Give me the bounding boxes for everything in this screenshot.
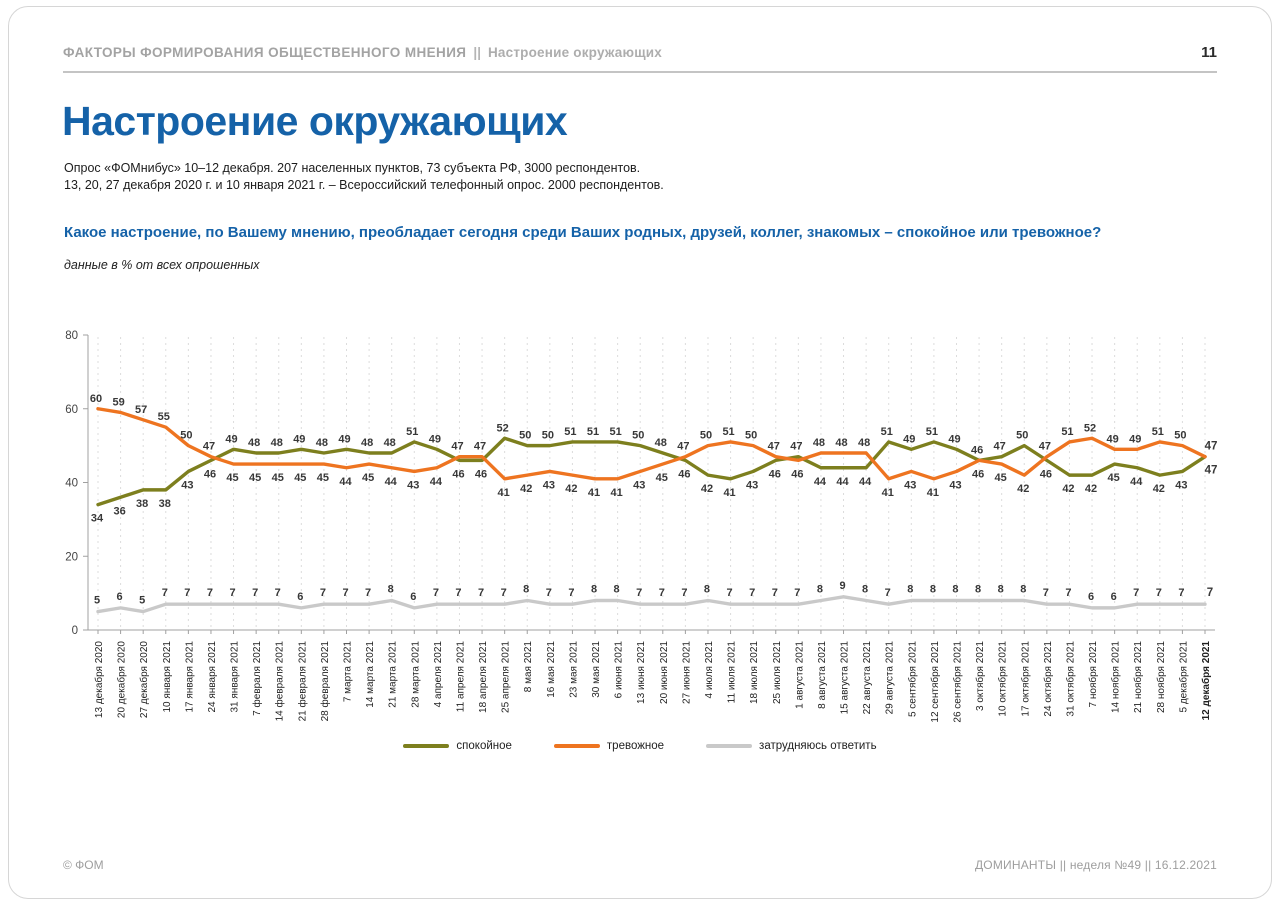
value-label: 51	[880, 425, 893, 438]
value-label: 48	[383, 437, 396, 449]
value-label: 50	[699, 429, 713, 442]
x-tick-label: 21 ноября 2021	[1133, 641, 1145, 714]
y-tick-label: 80	[65, 330, 78, 342]
value-label: 7	[161, 587, 168, 600]
value-label: 43	[633, 479, 646, 492]
x-tick-label: 14 ноября 2021	[1110, 641, 1122, 714]
x-tick-label: 7 ноября 2021	[1088, 641, 1100, 708]
legend-item-undecided	[706, 740, 877, 752]
header-section-title: ФАКТОРЫ ФОРМИРОВАНИЯ ОБЩЕСТВЕННОГО МНЕНИЯ	[63, 45, 467, 60]
value-label: 8	[975, 583, 982, 596]
value-label: 45	[655, 472, 668, 485]
x-tick-label: 23 мая 2021	[568, 641, 580, 698]
value-label: 5	[93, 594, 101, 607]
value-label: 41	[926, 486, 940, 499]
x-tick-label: 28 февраля 2021	[319, 641, 331, 722]
value-label: 50	[745, 429, 758, 442]
value-label: 50	[541, 429, 554, 442]
x-tick-label: 27 декабря 2020	[139, 641, 151, 719]
value-label: 51	[406, 425, 419, 438]
value-label: 48	[360, 437, 374, 449]
value-label: 7	[1206, 587, 1214, 600]
value-label: 49	[293, 433, 306, 446]
x-tick-label: 21 марта 2021	[387, 641, 399, 708]
value-label: 8	[613, 583, 620, 596]
header-separator: ||	[473, 45, 481, 60]
value-label: 44	[813, 475, 827, 488]
x-tick-label: 27 июня 2021	[681, 641, 693, 704]
value-label: 7	[274, 587, 281, 600]
x-tick-label: 5 декабря 2021	[1178, 641, 1190, 713]
header-chapter-title: Настроение окружающих	[487, 45, 662, 60]
value-label: 48	[315, 437, 329, 449]
value-label: 43	[181, 479, 194, 492]
legend-label: спокойное	[456, 740, 512, 752]
x-tick-label: 14 марта 2021	[365, 641, 377, 708]
value-label: 41	[587, 486, 601, 499]
value-label: 48	[835, 437, 848, 449]
value-label: 7	[184, 587, 191, 600]
value-label: 50	[632, 429, 645, 442]
x-tick-label: 17 января 2021	[184, 641, 196, 713]
value-label: 34	[90, 512, 104, 525]
value-label: 47	[1038, 440, 1051, 453]
x-tick-label: 7 марта 2021	[342, 641, 354, 703]
value-label: 7	[568, 587, 575, 600]
y-tick-label: 60	[65, 403, 78, 416]
survey-source-line: 13, 20, 27 декабря 2020 г. и 10 января 2021 г. – Всероссийский телефонный опрос. 2000 респондентов.	[64, 178, 664, 192]
x-tick-label: 31 января 2021	[229, 641, 241, 713]
x-tick-label: 24 октября 2021	[1042, 641, 1054, 717]
value-label: 49	[948, 433, 961, 446]
value-label: 44	[1130, 475, 1143, 488]
value-label: 8	[952, 583, 959, 596]
value-label: 7	[884, 587, 891, 600]
value-label: 6	[1087, 590, 1095, 603]
value-label: 8	[907, 583, 914, 596]
x-tick-label: 12 декабря 2021	[1201, 641, 1212, 721]
value-label: 8	[816, 583, 824, 596]
value-label: 38	[158, 497, 171, 510]
edition-info: ДОМИНАНТЫ || неделя №49 || 16.12.2021	[974, 858, 1217, 872]
value-label: 7	[432, 587, 439, 600]
value-label: 43	[1175, 479, 1188, 492]
value-label: 55	[157, 411, 170, 424]
value-label: 47	[451, 440, 464, 453]
x-tick-label: 4 июля 2021	[703, 641, 715, 699]
value-label: 41	[881, 486, 894, 499]
survey-source-line: Опрос «ФОМнибус» 10–12 декабря. 207 населенных пунктов, 73 субъекта РФ, 3000 респондентов.	[64, 161, 641, 175]
value-label: 52	[496, 422, 509, 435]
value-label: 49	[903, 433, 916, 446]
value-label: 47	[790, 440, 803, 453]
value-label: 8	[862, 583, 869, 596]
value-label: 43	[949, 479, 962, 492]
legend-label: тревожное	[606, 740, 665, 752]
y-tick-label: 0	[71, 625, 78, 637]
series-line-2	[98, 594, 1205, 612]
value-label: 44	[858, 475, 872, 488]
value-label: 7	[500, 587, 507, 600]
value-label: 7	[1133, 587, 1140, 600]
value-label: 44	[836, 475, 849, 488]
value-label: 42	[565, 483, 578, 496]
value-label: 45	[294, 472, 307, 485]
value-label: 7	[636, 587, 643, 600]
value-label: 43	[407, 479, 420, 492]
value-label: 48	[812, 437, 826, 449]
value-label: 45	[316, 472, 330, 485]
value-label: 7	[726, 587, 733, 600]
value-label: 45	[994, 472, 1007, 485]
x-tick-label: 22 августа 2021	[862, 641, 874, 715]
value-label: 48	[248, 437, 261, 449]
x-tick-label: 16 мая 2021	[545, 641, 557, 698]
value-label: 7	[545, 587, 552, 600]
value-label: 51	[586, 425, 600, 438]
value-label: 48	[270, 437, 283, 449]
value-label: 8	[590, 583, 598, 596]
x-tick-label: 10 января 2021	[161, 641, 173, 713]
value-label: 7	[1042, 587, 1049, 600]
x-tick-label: 15 августа 2021	[839, 641, 851, 715]
legend-line-swatch-undecided	[706, 744, 752, 748]
value-label: 46	[791, 468, 804, 481]
value-label: 47	[993, 440, 1006, 453]
value-label: 8	[387, 583, 394, 596]
header-divider	[63, 71, 1217, 73]
value-label: 8	[929, 583, 936, 596]
value-label: 47	[473, 440, 487, 453]
value-label: 7	[206, 587, 214, 600]
value-label: 42	[520, 483, 533, 496]
value-label: 6	[116, 590, 123, 603]
x-tick-label: 5 сентября 2021	[907, 641, 919, 718]
value-label: 42	[700, 483, 714, 496]
x-tick-label: 25 июля 2021	[771, 641, 783, 705]
value-label: 7	[319, 587, 326, 600]
value-label: 51	[609, 425, 622, 438]
x-tick-label: 4 апреля 2021	[432, 641, 444, 708]
value-label: 49	[428, 433, 442, 446]
value-label: 47	[202, 440, 216, 453]
value-label: 9	[839, 579, 846, 592]
value-label: 7	[365, 587, 372, 600]
value-label: 48	[654, 437, 667, 449]
x-tick-label: 28 ноября 2021	[1155, 641, 1167, 714]
value-label: 59	[112, 396, 125, 409]
value-label: 44	[429, 475, 443, 488]
value-label: 43	[746, 479, 759, 492]
x-tick-label: 11 апреля 2021	[455, 641, 467, 713]
legend-label: затрудняюсь ответить	[759, 740, 877, 752]
x-tick-label: 1 августа 2021	[794, 641, 806, 709]
chart-area	[0, 315, 1280, 735]
value-label: 7	[658, 587, 665, 600]
survey-source-block	[64, 160, 664, 194]
value-label: 44	[339, 475, 352, 488]
value-label: 41	[497, 486, 510, 499]
value-label: 51	[564, 425, 577, 438]
y-tick-label: 20	[65, 551, 78, 564]
legend-line-swatch-anxious	[554, 744, 600, 748]
value-label: 50	[180, 429, 193, 442]
value-label: 47	[677, 440, 690, 453]
value-label: 45	[361, 472, 375, 485]
x-tick-label: 13 декабря 2020	[94, 641, 105, 719]
page-header	[63, 44, 1217, 64]
value-label: 7	[1065, 587, 1072, 600]
value-label: 47	[767, 440, 780, 453]
value-label: 7	[794, 587, 801, 600]
page-title: Настроение окружающих	[62, 98, 568, 144]
x-tick-label: 8 мая 2021	[523, 641, 535, 693]
y-tick-label: 40	[65, 477, 78, 490]
x-tick-label: 12 сентября 2021	[929, 641, 941, 723]
value-label: 46	[678, 468, 691, 481]
copyright: © ФОМ	[63, 858, 104, 872]
value-label: 7	[455, 587, 462, 600]
value-label: 49	[1106, 433, 1119, 446]
value-label: 51	[1151, 425, 1164, 438]
x-tick-label: 14 февраля 2021	[274, 641, 286, 722]
value-label: 6	[410, 590, 417, 603]
x-tick-label: 11 июля 2021	[726, 641, 738, 704]
x-tick-label: 25 апреля 2021	[500, 641, 512, 713]
value-label: 6	[297, 590, 304, 603]
value-label: 45	[226, 472, 239, 485]
value-label: 46	[971, 468, 985, 481]
value-label: 50	[1016, 429, 1029, 442]
value-label: 46	[1039, 468, 1052, 481]
survey-question: Какое настроение, по Вашему мнению, преобладает сегодня среди Ваших родных, друзей, коллег, знакомых – спокойное или тревожное?	[64, 224, 1102, 241]
value-label: 43	[904, 479, 917, 492]
x-tick-label: 30 мая 2021	[591, 641, 603, 698]
x-tick-label: 29 августа 2021	[884, 641, 896, 715]
value-label: 8	[997, 583, 1004, 596]
x-tick-label: 21 февраля 2021	[297, 641, 309, 722]
legend-item-calm	[403, 740, 512, 752]
x-tick-label: 8 августа 2021	[816, 641, 828, 709]
value-label: 7	[229, 587, 236, 600]
x-tick-label: 20 июня 2021	[658, 641, 670, 704]
x-tick-label: 28 марта 2021	[410, 641, 422, 708]
value-label: 8	[1020, 583, 1027, 596]
value-label: 48	[857, 437, 871, 449]
chart-legend	[0, 740, 1280, 752]
value-label: 49	[1129, 433, 1142, 446]
x-tick-label: 10 октября 2021	[997, 641, 1009, 717]
value-label: 46	[452, 468, 465, 481]
value-label: 8	[523, 583, 530, 596]
value-label: 50	[1174, 429, 1187, 442]
value-label: 41	[610, 486, 623, 499]
x-tick-label: 18 июля 2021	[749, 641, 761, 705]
value-label: 52	[1083, 422, 1097, 435]
value-label: 51	[722, 425, 735, 438]
x-tick-label: 3 октября 2021	[975, 640, 987, 711]
value-label: 7	[342, 587, 349, 600]
legend-line-swatch-calm	[403, 744, 449, 748]
x-tick-label: 26 сентября 2021	[952, 640, 964, 723]
x-tick-label: 18 апреля 2021	[478, 641, 490, 713]
value-label: 7	[749, 587, 756, 600]
page-number: 11	[1201, 44, 1217, 61]
value-label: 8	[703, 583, 711, 596]
value-label: 51	[1061, 425, 1074, 438]
value-label: 42	[1152, 483, 1165, 496]
value-label: 46	[203, 468, 217, 481]
page-footer	[63, 858, 1217, 876]
value-label: 7	[771, 587, 778, 600]
value-label: 49	[338, 433, 351, 446]
value-label: 50	[519, 429, 532, 442]
legend-item-anxious	[554, 740, 664, 752]
value-label: 7	[1155, 587, 1162, 600]
value-label: 45	[271, 472, 284, 485]
x-tick-label: 6 июня 2021	[613, 641, 625, 699]
value-label: 57	[135, 403, 148, 416]
value-label: 51	[925, 425, 939, 438]
value-label: 38	[136, 497, 149, 510]
x-tick-label: 31 октября 2021	[1065, 641, 1077, 717]
value-label: 42	[1084, 483, 1098, 496]
value-label: 43	[542, 479, 555, 492]
value-label: 7	[252, 587, 259, 600]
x-tick-label: 17 октября 2021	[1020, 641, 1032, 717]
x-tick-label: 13 июня 2021	[636, 641, 648, 704]
value-label: 47	[1204, 464, 1218, 477]
x-tick-label: 24 января 2021	[206, 641, 218, 713]
value-label: 47	[1204, 440, 1218, 453]
value-label: 41	[723, 486, 736, 499]
data-note: данные в % от всех опрошенных	[64, 258, 260, 272]
value-label: 7	[681, 587, 688, 600]
value-label: 5	[139, 594, 146, 607]
value-label: 49	[225, 433, 238, 446]
value-label: 7	[1178, 587, 1185, 600]
x-tick-label: 7 февраля 2021	[252, 641, 264, 716]
value-label: 45	[249, 472, 262, 485]
value-label: 46	[768, 468, 781, 481]
value-label: 36	[113, 505, 126, 518]
value-label: 7	[477, 587, 485, 600]
value-label: 44	[384, 475, 397, 488]
value-label: 45	[1107, 472, 1120, 485]
x-tick-label: 20 декабря 2020	[116, 641, 128, 719]
value-label: 42	[1062, 483, 1075, 496]
value-label: 46	[474, 468, 488, 481]
value-label: 42	[1017, 483, 1030, 496]
value-label: 46	[970, 444, 984, 457]
value-label: 6	[1110, 590, 1117, 603]
mood-line-chart	[0, 315, 1280, 735]
value-label: 60	[89, 392, 103, 405]
